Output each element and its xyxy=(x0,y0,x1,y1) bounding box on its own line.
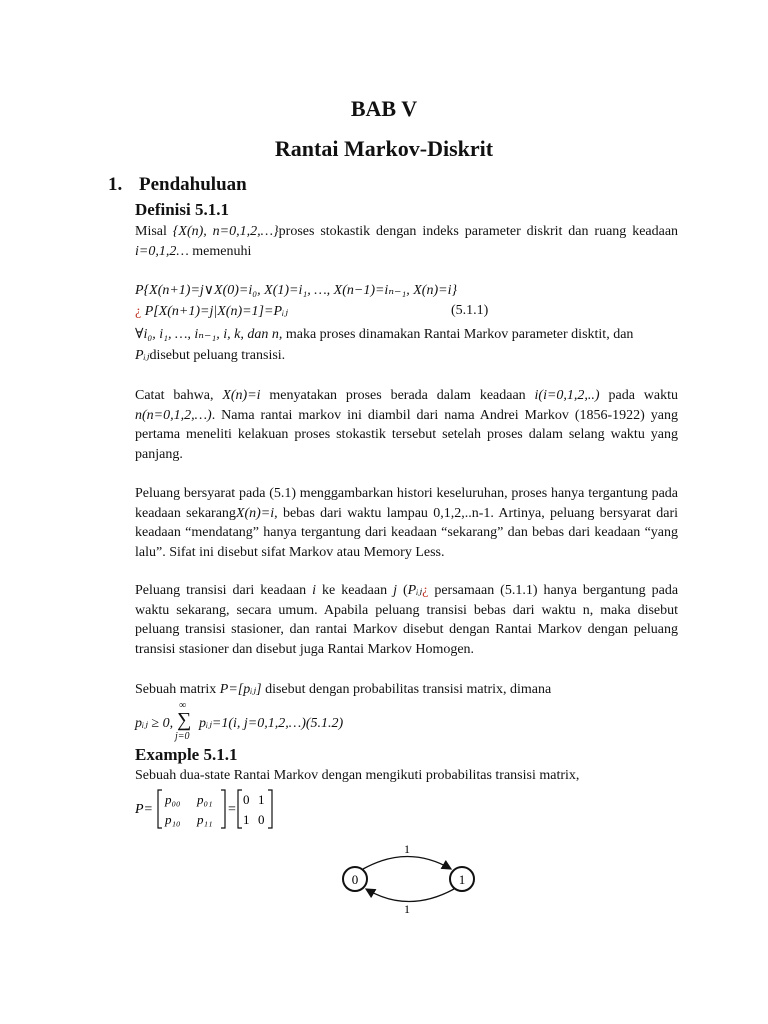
sum-lower-limit: j=0 xyxy=(175,731,190,742)
matrix1-p00: p₀₀ xyxy=(165,792,181,807)
para3-text-a: Peluang transisi dari keadaan xyxy=(135,583,307,598)
transition-arrow-0-to-1 xyxy=(363,857,451,870)
para1-text-b: menyatakan proses berada dalam keadaan xyxy=(269,388,526,403)
para2-expr: X(n)=i xyxy=(235,505,275,521)
para3-expr-j: j xyxy=(393,583,397,598)
para1-text-e: yang pertama meneliti kelakuan proses stokastik tersebut setelah proses dalam selang xyxy=(135,407,678,442)
para2-text-d: peluang bersyarat dari keadaan “mendatang” hanya tergantung dari keadaan “sekarang” xyxy=(135,505,679,540)
matrix2-d: 0 xyxy=(258,812,265,827)
equation-4 xyxy=(135,347,285,364)
matrix-definition xyxy=(135,681,551,698)
para3-text-e: disebut peluang transisi stasioner, dan rantai Markov disebut dengan Rantai Markov xyxy=(135,602,679,637)
example-text: Sebuah dua-state Rantai Markov dengan mengikuti probabilitas transisi matrix, xyxy=(135,768,580,783)
definition-title: Definisi 5.1.1 xyxy=(135,200,229,219)
para2-text-c: , bebas dari waktu lampau 0,1,2,..n-1. Artinya, xyxy=(274,505,545,521)
para1-text-c: pada waktu xyxy=(608,388,678,403)
matrix-def-text-b: disebut dengan probabilitas transisi matrix, dimana xyxy=(265,682,552,697)
definition-line2-b: memenuhi xyxy=(192,243,252,259)
definition-set-expr: {X(n), n=0,1,2,…} xyxy=(172,224,279,239)
definition-line2-expr: i=0,1,2… xyxy=(135,243,189,259)
equation-2 xyxy=(135,303,288,320)
definition-misal: Misal xyxy=(135,224,167,239)
para1-expr-3: n(n=0,1,2,…) xyxy=(135,407,212,423)
equation-2-body: P[X(n+1)=j|X(n)=1]=Pᵢⱼ xyxy=(144,304,288,319)
sum-sign: ∑ xyxy=(177,709,192,731)
matrix1-right-bracket xyxy=(221,790,225,828)
matrix2-left-bracket xyxy=(238,790,242,828)
transition-matrix xyxy=(135,788,295,830)
equation-2-mark: ¿ xyxy=(135,304,142,319)
matrix2-c: 1 xyxy=(243,812,250,827)
chapter-title: BAB V xyxy=(350,96,418,121)
section-heading xyxy=(108,174,247,196)
para2-text-b: tergantung pada keadaan sekarang xyxy=(135,486,679,521)
para1-expr-1: X(n)=i xyxy=(222,388,261,403)
para1-text-f: waktu yang panjang. xyxy=(135,427,678,462)
definition-line1-rest: proses stokastik dengan indeks parameter diskrit dan ruang xyxy=(278,224,627,239)
transition-label-bottom: 1 xyxy=(404,902,410,916)
para1-expr-2: i(i=0,1,2,..) xyxy=(534,388,600,403)
matrix1-p01: p₀₁ xyxy=(197,792,213,807)
para3-text-b: ke keadaan xyxy=(322,583,388,598)
para3-mark: ¿ xyxy=(422,583,429,598)
matrix1-left-bracket xyxy=(158,790,162,828)
paragraph-catat xyxy=(135,386,678,464)
section-number: 1. xyxy=(108,174,123,195)
markov-state-diagram xyxy=(335,838,485,918)
transition-arrow-1-to-0 xyxy=(366,889,454,902)
transition-label-top: 1 xyxy=(404,842,410,856)
definition-text xyxy=(135,222,678,261)
matrix-def-expr: P=[pᵢⱼ] xyxy=(219,682,262,697)
para3-text-f: dengan peluang transisi stasioner dan disebut juga Rantai Markov Homogen. xyxy=(135,622,679,657)
equation-4-text: disebut peluang transisi. xyxy=(149,348,286,363)
state-label-0: 0 xyxy=(351,872,359,887)
state-label-1: 1 xyxy=(458,872,466,887)
matrix1-p10: p₁₀ xyxy=(165,812,181,827)
definition-line2-a: keadaan xyxy=(632,224,679,239)
para3-paren: ( xyxy=(402,583,408,598)
matrix2-a: 0 xyxy=(243,792,250,807)
matrix2-right-bracket xyxy=(268,790,272,828)
section-title: Pendahuluan xyxy=(139,174,247,195)
para1-text-d: . Nama rantai markov ini diambil dari nama Andrei Markov (1856-1922) xyxy=(211,407,645,423)
para3-text-d: pada waktu sekarang, secara umum. Apabila peluang transisi bebas dari waktu n, maka xyxy=(135,583,679,618)
para3-expr-i: i xyxy=(312,583,317,598)
matrix-def-text-a: Sebuah matrix xyxy=(135,682,217,697)
condition-part-a: pᵢⱼ ≥ 0, xyxy=(135,716,174,731)
chapter-subtitle: Rantai Markov-Diskrit xyxy=(274,136,494,161)
equation-3-text: maka proses dinamakan Rantai Markov parameter disktit, dan xyxy=(285,327,634,342)
equation-3 xyxy=(135,326,633,343)
equation-1: P{X(n+1)=j∨X(0)=i₀, X(1)=i₁, …, X(n−1)=iₙ₋₁, X(n)=i} xyxy=(135,283,458,298)
paragraph-peluang-bersyarat xyxy=(135,484,678,562)
para3-text-c: persamaan (5.1.1) hanya bergantung xyxy=(434,583,646,598)
condition-part-b: pᵢⱼ=1(i, j=0,1,2,…)(5.1.2) xyxy=(199,716,344,731)
matrix1-p11: p₁₁ xyxy=(197,812,213,827)
equation-number: (5.1.1) xyxy=(451,303,489,318)
para2-text-a: Peluang bersyarat pada (5.1) menggambarkan histori keseluruhan, proses hanya xyxy=(135,486,585,501)
equation-4-expr: Pᵢⱼ xyxy=(135,348,150,363)
matrix-equals: = xyxy=(228,802,236,817)
para2-text-e: dan bebas dari keadaan “yang lalu”. Sifat ini disebut sifat Markov atau Memory Less. xyxy=(135,525,679,560)
example-title: Example 5.1.1 xyxy=(135,745,238,764)
paragraph-peluang-transisi xyxy=(135,581,678,659)
para1-text-a: Catat bahwa, xyxy=(135,388,214,403)
matrix-p-label: P= xyxy=(135,802,153,817)
sum-upper-limit: ∞ xyxy=(179,700,187,711)
para3-expr-pij: Pᵢⱼ xyxy=(407,583,423,598)
matrix2-b: 1 xyxy=(258,792,265,807)
equation-3-expr: ∀i₀, i₁, …, iₙ₋₁, i, k, dan n, xyxy=(135,327,283,342)
